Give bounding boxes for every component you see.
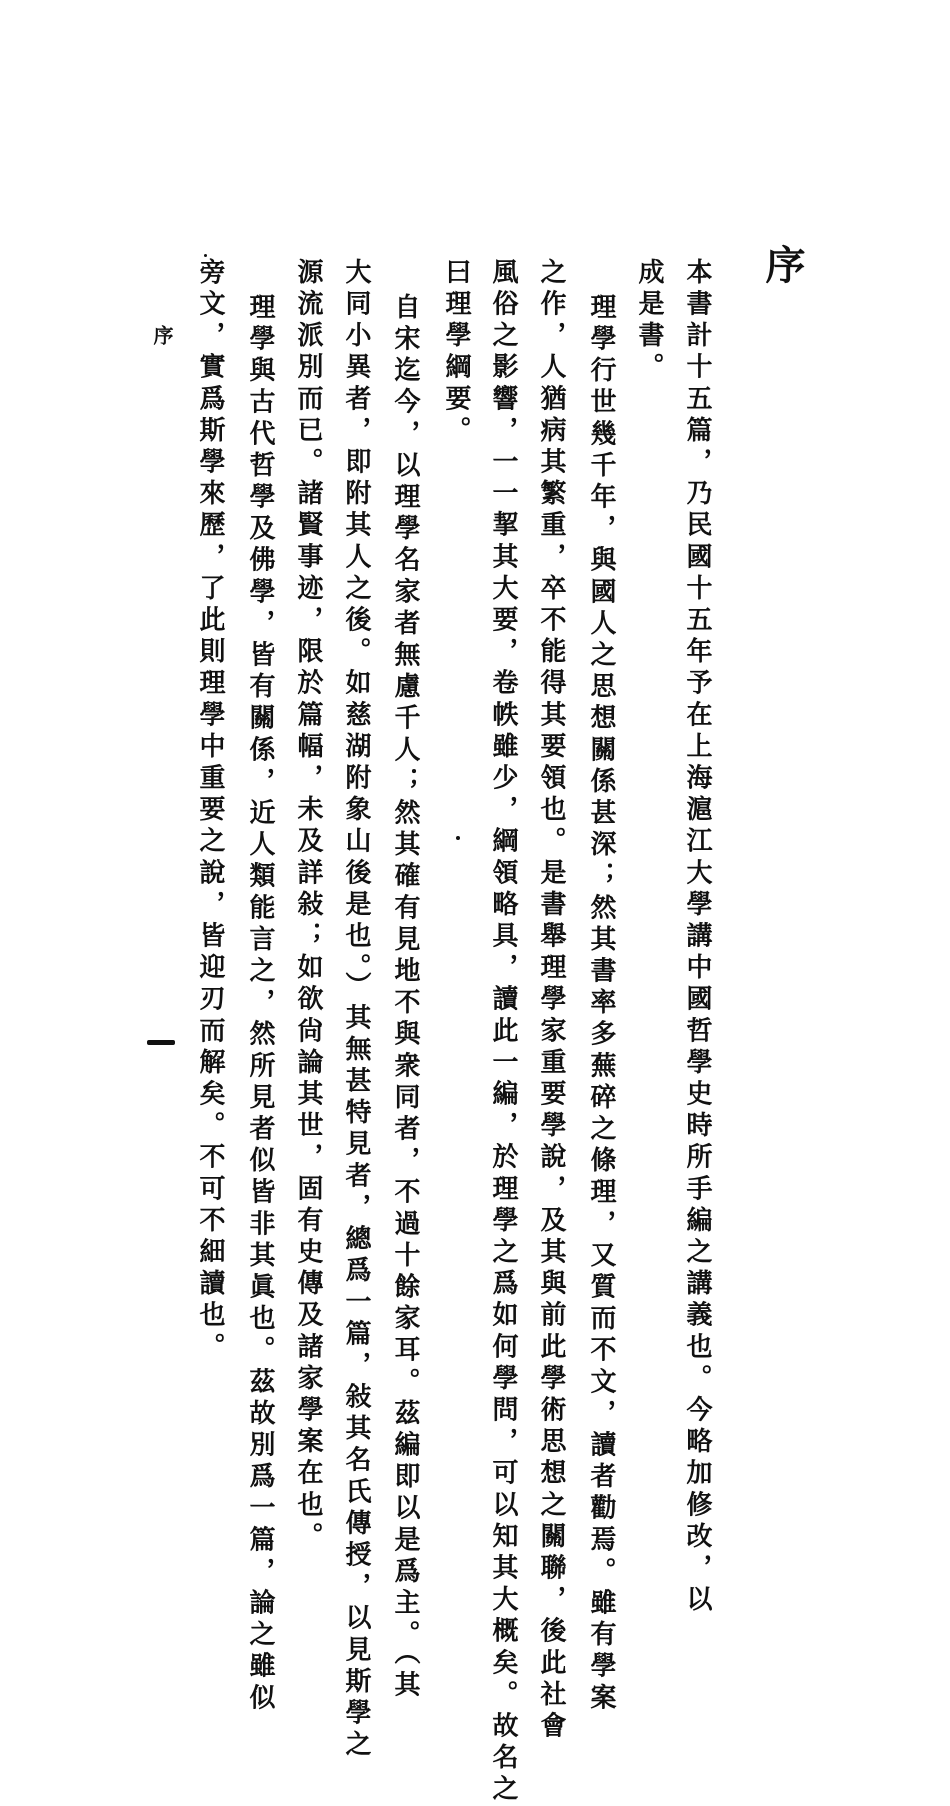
text-column: 旁文，實爲斯學來歷，了此則理學中重要之說，皆迎刃而解矣。不可不細讀也。: [195, 258, 225, 1364]
text-column: 曰理學綱要。: [441, 258, 471, 448]
text-column: 源流派別而已。諸賢事迹，限於篇幅，未及詳敍；如欲尙論其世，固有史傳及諸家學案在也。: [293, 258, 323, 1554]
ink-speck: [456, 836, 460, 840]
ink-speck: [204, 254, 207, 257]
running-head: 序: [150, 325, 174, 345]
page-number-mark: [147, 1040, 175, 1045]
text-column: 理學與古代哲學及佛學，皆有關係，近人類能言之，然所見者似皆非其眞也。茲故別爲一篇，論之雖似: [245, 293, 275, 1715]
page-title: 序: [759, 244, 806, 284]
text-column: 大同小異者，即附其人之後。如慈湖附象山後是也。）其無甚特見者，總爲一篇，敍其名氏傳授，以見斯學之: [341, 258, 371, 1762]
text-column: 成是書。: [634, 258, 664, 385]
text-column: 風俗之影響，一一挈其大要，卷帙雖少，綱領略具，讀此一編，於理學之爲如何學問，可以知其大概矣。故名之: [488, 258, 518, 1806]
text-column: 自宋迄今，以理學名家者無慮千人；然其確有見地不與衆同者，不過十餘家耳。茲編即以是爲主。（其: [390, 293, 420, 1702]
text-column: 之作，人猶病其繁重，卒不能得其要領也。是書舉理學家重要學說，及其與前此學術思想之關聯，後此社會: [536, 258, 566, 1744]
text-column: 本書計十五篇，乃民國十五年予在上海滬江大學講中國哲學史時所手編之講義也。今略加修改，以: [682, 258, 712, 1617]
text-column: 理學行世幾千年，與國人之思想關係甚深；然其書率多蕪碎之條理，又質而不文，讀者勸焉。雖有學案: [586, 293, 616, 1715]
